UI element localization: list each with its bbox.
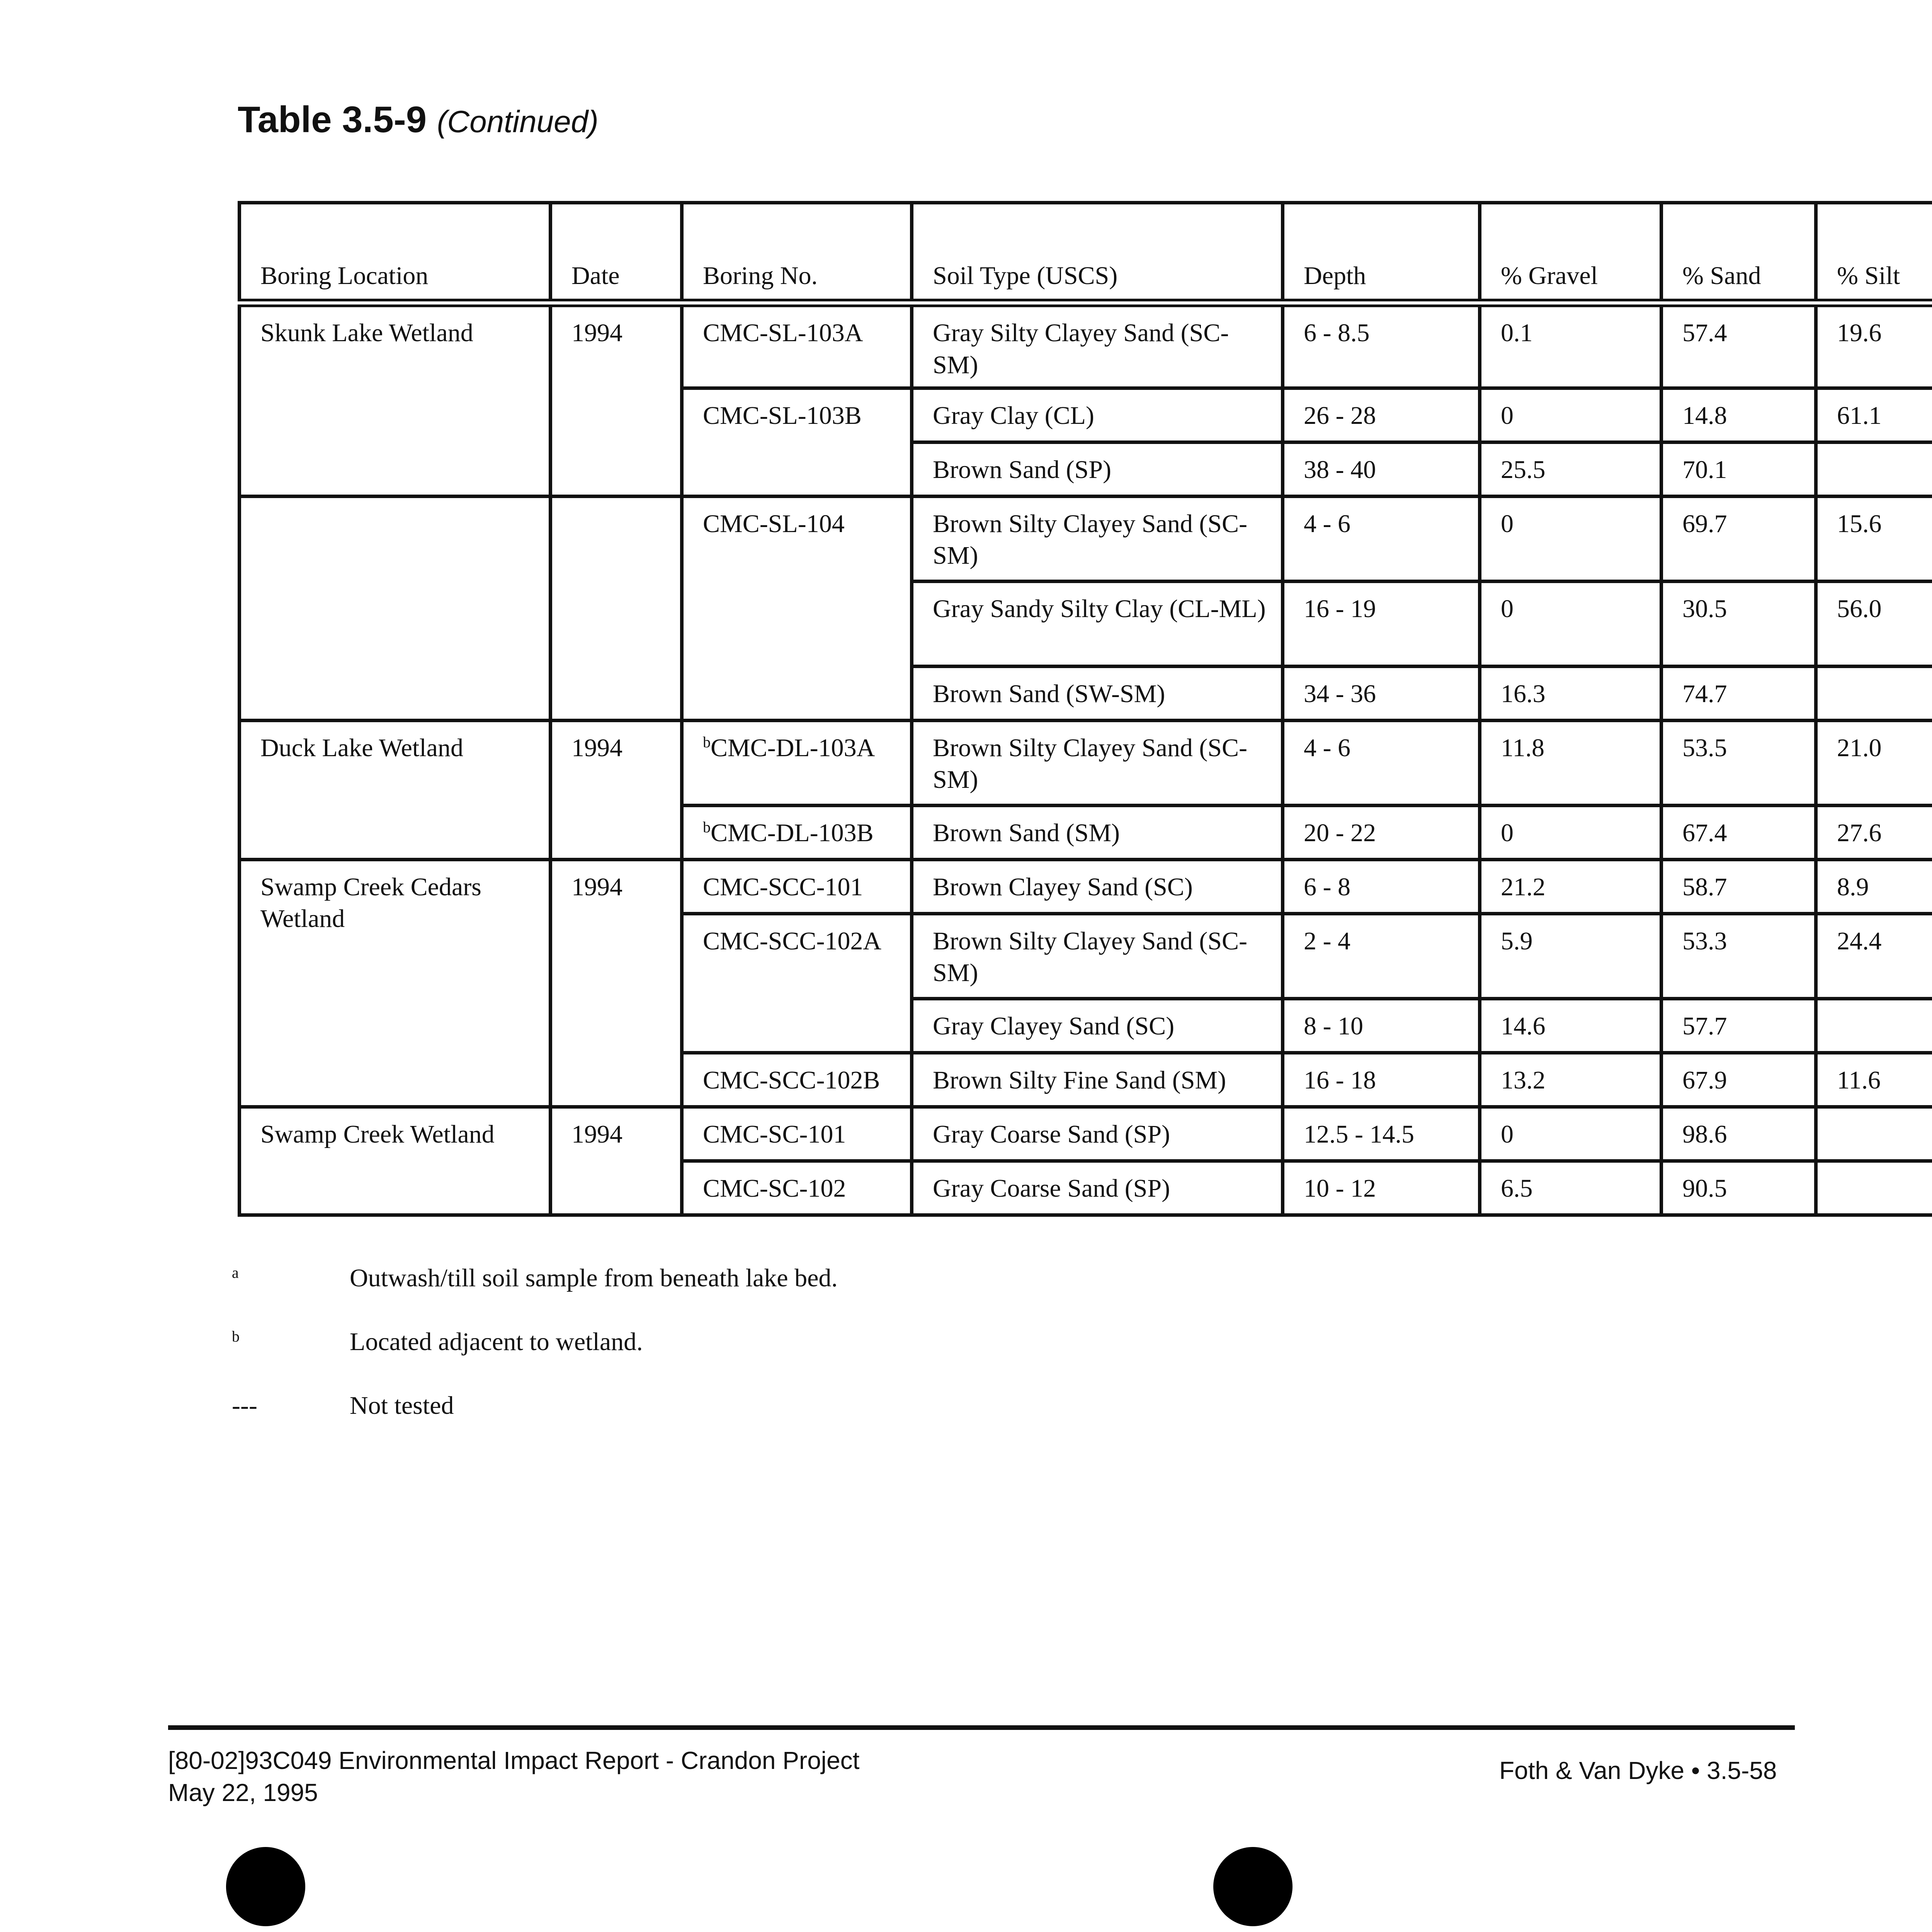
- sand-cell: 98.6: [1662, 1107, 1816, 1161]
- silt-cell: 61.1: [1816, 388, 1932, 442]
- boring-no-text: CMC-SCC-102B: [703, 1066, 880, 1094]
- depth-cell: 10 - 12: [1283, 1161, 1480, 1215]
- footnote-text: Outwash/till soil sample from beneath lake bed.: [350, 1264, 838, 1292]
- silt-cell: 24.4: [1816, 913, 1932, 998]
- column-header: Boring Location: [240, 203, 551, 303]
- boring-no-text: CMC-SCC-102A: [703, 927, 882, 955]
- table-row: [240, 720, 1932, 805]
- footer-divider: [168, 1725, 1795, 1730]
- gravel-cell: 25.5: [1480, 442, 1662, 496]
- sand-cell: 69.7: [1662, 496, 1816, 581]
- boring-no-text: CMC-SC-101: [703, 1120, 846, 1148]
- silt-clay-combined-cell: [1816, 442, 1932, 496]
- sand-cell: 67.9: [1662, 1053, 1816, 1107]
- table-row: [240, 303, 1932, 388]
- gravel-cell: 21.2: [1480, 859, 1662, 913]
- depth-cell: 20 - 22: [1283, 805, 1480, 859]
- soil-type-cell: Gray Coarse Sand (SP): [912, 1107, 1283, 1161]
- silt-cell: 19.6: [1816, 303, 1932, 388]
- gravel-cell: 0: [1480, 581, 1662, 666]
- footnote-text: Not tested: [350, 1391, 454, 1420]
- boring-no-text: CMC-DL-103A: [711, 733, 875, 762]
- silt-cell: 27.6: [1816, 805, 1932, 859]
- date-cell: 1994: [551, 720, 682, 859]
- footer-page-ref: Foth & Van Dyke • 3.5-58: [1499, 1757, 1777, 1784]
- footer-date: May 22, 1995: [168, 1779, 318, 1807]
- depth-cell: 12.5 - 14.5: [1283, 1107, 1480, 1161]
- table-row: [240, 859, 1932, 913]
- boring-location-cell: Swamp Creek Wetland: [240, 1107, 551, 1215]
- footer-report-id: [80-02]93C049 Environmental Impact Report - Crandon Project: [168, 1747, 860, 1774]
- boring-location-cell: Duck Lake Wetland: [240, 720, 551, 859]
- gravel-cell: 0: [1480, 496, 1662, 581]
- boring-no-text: CMC-SCC-101: [703, 872, 863, 901]
- column-header: Depth: [1283, 203, 1480, 303]
- boring-no-cell: [682, 805, 912, 859]
- soil-type-cell: Gray Clay (CL): [912, 388, 1283, 442]
- depth-cell: 38 - 40: [1283, 442, 1480, 496]
- footnote-item: [232, 1327, 838, 1391]
- gravel-cell: 0: [1480, 1107, 1662, 1161]
- sand-cell: 53.3: [1662, 913, 1816, 998]
- column-header: % Gravel: [1480, 203, 1662, 303]
- date-cell: [551, 496, 682, 720]
- boring-no-text: CMC-DL-103B: [711, 818, 874, 847]
- table-header-row: [240, 203, 1932, 303]
- boring-no-text: CMC-SL-103A: [703, 319, 863, 347]
- soil-type-cell: Gray Sandy Silty Clay (CL-ML): [912, 581, 1283, 666]
- soil-type-cell: Brown Sand (SP): [912, 442, 1283, 496]
- boring-location-cell: [240, 496, 551, 720]
- column-header: % Sand: [1662, 203, 1816, 303]
- sand-cell: 57.7: [1662, 998, 1816, 1053]
- date-cell: 1994: [551, 303, 682, 496]
- soil-data-table: [238, 201, 1932, 1217]
- footnote-mark: ---: [232, 1391, 257, 1420]
- footnote-mark: [232, 1264, 350, 1293]
- silt-clay-combined-cell: [1816, 1107, 1932, 1161]
- boring-no-cell: [682, 388, 912, 496]
- silt-clay-combined-cell: [1816, 998, 1932, 1053]
- soil-type-cell: Brown Silty Clayey Sand (SC-SM): [912, 720, 1283, 805]
- depth-cell: 6 - 8.5: [1283, 303, 1480, 388]
- silt-clay-combined-cell: [1816, 666, 1932, 720]
- date-cell: 1994: [551, 859, 682, 1107]
- footnote-mark-text: b: [232, 1328, 240, 1345]
- soil-type-cell: Gray Clayey Sand (SC): [912, 998, 1283, 1053]
- boring-no-cell: [682, 1053, 912, 1107]
- punch-hole-icon: [226, 1847, 305, 1926]
- depth-cell: 34 - 36: [1283, 666, 1480, 720]
- punch-hole-icon: [1213, 1847, 1293, 1926]
- footnote-text: Located adjacent to wetland.: [350, 1328, 643, 1356]
- sand-cell: 70.1: [1662, 442, 1816, 496]
- footnote-marker: b: [703, 818, 711, 836]
- soil-type-cell: Brown Silty Clayey Sand (SC-SM): [912, 913, 1283, 998]
- silt-cell: 21.0: [1816, 720, 1932, 805]
- sand-cell: 58.7: [1662, 859, 1816, 913]
- column-header: Boring No.: [682, 203, 912, 303]
- sand-cell: 74.7: [1662, 666, 1816, 720]
- boring-location-cell: Swamp Creek Cedars Wetland: [240, 859, 551, 1107]
- sand-cell: 14.8: [1662, 388, 1816, 442]
- sand-cell: 30.5: [1662, 581, 1816, 666]
- depth-cell: 6 - 8: [1283, 859, 1480, 913]
- date-cell: 1994: [551, 1107, 682, 1215]
- depth-cell: 16 - 18: [1283, 1053, 1480, 1107]
- column-header: % Silt: [1816, 203, 1932, 303]
- soil-type-cell: Gray Silty Clayey Sand (SC-SM): [912, 303, 1283, 388]
- gravel-cell: 16.3: [1480, 666, 1662, 720]
- gravel-cell: 0: [1480, 388, 1662, 442]
- silt-cell: 56.0: [1816, 581, 1932, 666]
- gravel-cell: 13.2: [1480, 1053, 1662, 1107]
- table-title-continued: (Continued): [437, 104, 599, 139]
- footer-left: [168, 1745, 859, 1809]
- depth-cell: 8 - 10: [1283, 998, 1480, 1053]
- gravel-cell: 0.1: [1480, 303, 1662, 388]
- silt-cell: 11.6: [1816, 1053, 1932, 1107]
- boring-no-cell: [682, 303, 912, 388]
- table-title-main: Table 3.5-9: [238, 99, 427, 140]
- boring-no-cell: [682, 913, 912, 1053]
- boring-no-cell: [682, 1107, 912, 1161]
- footnote-mark: [232, 1327, 350, 1357]
- footnote-mark-text: a: [232, 1264, 239, 1281]
- silt-cell: 8.9: [1816, 859, 1932, 913]
- gravel-cell: 11.8: [1480, 720, 1662, 805]
- footnote-item: [232, 1264, 838, 1327]
- sand-cell: 67.4: [1662, 805, 1816, 859]
- gravel-cell: 6.5: [1480, 1161, 1662, 1215]
- column-header: Soil Type (USCS): [912, 203, 1283, 303]
- soil-type-cell: Brown Clayey Sand (SC): [912, 859, 1283, 913]
- soil-type-cell: Brown Silty Fine Sand (SM): [912, 1053, 1283, 1107]
- boring-location-cell: Skunk Lake Wetland: [240, 303, 551, 496]
- table-row: [240, 1107, 1932, 1161]
- gravel-cell: 14.6: [1480, 998, 1662, 1053]
- table-title: [238, 99, 599, 141]
- silt-cell: 15.6: [1816, 496, 1932, 581]
- boring-no-cell: [682, 1161, 912, 1215]
- depth-cell: 4 - 6: [1283, 496, 1480, 581]
- boring-no-text: CMC-SL-104: [703, 509, 845, 538]
- soil-type-cell: Brown Sand (SW-SM): [912, 666, 1283, 720]
- depth-cell: 16 - 19: [1283, 581, 1480, 666]
- gravel-cell: 5.9: [1480, 913, 1662, 998]
- depth-cell: 2 - 4: [1283, 913, 1480, 998]
- sand-cell: 53.5: [1662, 720, 1816, 805]
- boring-no-text: CMC-SC-102: [703, 1174, 846, 1202]
- boring-no-text: CMC-SL-103B: [703, 401, 862, 430]
- gravel-cell: 0: [1480, 805, 1662, 859]
- boring-no-cell: [682, 496, 912, 720]
- depth-cell: 26 - 28: [1283, 388, 1480, 442]
- silt-clay-combined-cell: [1816, 1161, 1932, 1215]
- footnote-item: [232, 1391, 838, 1455]
- soil-type-cell: Brown Sand (SM): [912, 805, 1283, 859]
- footnote-marker: b: [703, 733, 711, 751]
- boring-no-cell: [682, 859, 912, 913]
- depth-cell: 4 - 6: [1283, 720, 1480, 805]
- sand-cell: 57.4: [1662, 303, 1816, 388]
- column-header: Date: [551, 203, 682, 303]
- soil-type-cell: Brown Silty Clayey Sand (SC-SM): [912, 496, 1283, 581]
- sand-cell: 90.5: [1662, 1161, 1816, 1215]
- soil-type-cell: Gray Coarse Sand (SP): [912, 1161, 1283, 1215]
- boring-no-cell: [682, 720, 912, 805]
- footnotes: [232, 1264, 838, 1455]
- table-row: [240, 496, 1932, 581]
